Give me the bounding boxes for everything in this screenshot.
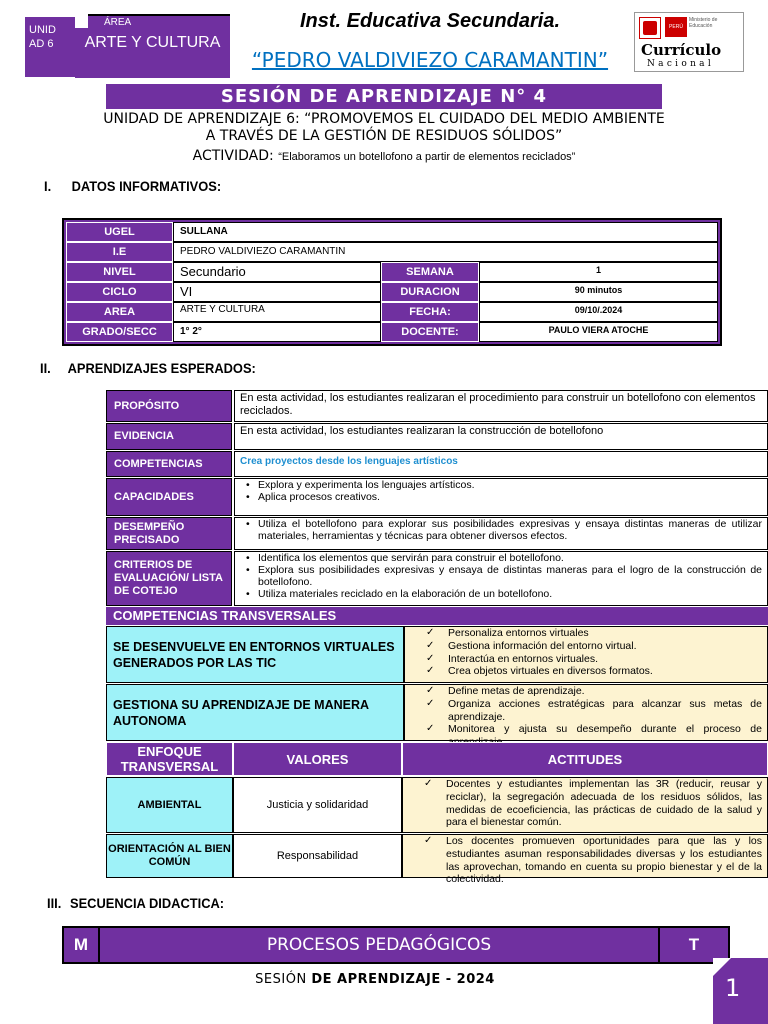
gestiona-cell xyxy=(404,684,768,741)
competencias-label: COMPETENCIAS xyxy=(106,451,232,477)
capacidades-list xyxy=(240,479,762,503)
duracion-value: 90 minutos xyxy=(479,282,718,302)
evidencia-text: En esta actividad, los estudiantes realizaran la construcción de botellofono xyxy=(234,423,768,450)
curriculo-label: Currículo xyxy=(641,41,722,59)
area-value: ARTE Y CULTURA xyxy=(173,302,381,322)
evidencia-label: EVIDENCIA xyxy=(106,423,232,450)
section-heading-datos: I. DATOS INFORMATIVOS: xyxy=(44,178,222,194)
list-item: ✓ Personaliza entornos virtuales xyxy=(410,627,762,640)
peru-label: PERÚ xyxy=(665,17,687,37)
gestiona-competence: GESTIONA SU APRENDIZAJE DE MANERA AUTONOMA xyxy=(106,684,404,741)
enfoque-ambiental: AMBIENTAL xyxy=(106,777,233,833)
ugel-label: UGEL xyxy=(66,222,173,242)
unit-title: UNIDAD DE APRENDIZAJE 6: “PROMOVEMOS EL CUIDADO DEL MEDIO AMBIENTE A TRAVÉS DE LA GESTIÓN DE RESIDUOS SÓLIDOS” xyxy=(103,111,665,144)
curriculo-nacional-logo xyxy=(634,12,744,72)
table-row xyxy=(66,302,718,322)
institution-title: Inst. Educativa Secundaria. xyxy=(299,10,561,32)
criterios-label: CRITERIOS DE EVALUACIÓN/ LISTA DE COTEJO xyxy=(106,551,232,606)
semana-label: SEMANA xyxy=(381,262,479,282)
actitudes-header: ACTITUDES xyxy=(402,742,768,776)
proposito-text: En esta actividad, los estudiantes realizaran el procedimiento para construir un botellofono con elementos reciclados. xyxy=(234,390,768,422)
docente-label: DOCENTE: xyxy=(381,322,479,342)
competencias-text: Crea proyectos desde los lenguajes artísticos xyxy=(234,451,768,477)
list-item: • Explora y experimenta los lenguajes artísticos. xyxy=(240,479,762,491)
semana-value: 1 xyxy=(479,262,718,282)
transversales-header: COMPETENCIAS TRANSVERSALES xyxy=(106,607,768,625)
list-item: ✓ Docentes y estudiantes implementan las 3R (reducir, reusar y reciclar), la segregación adecuada de los residuos sólidos, las medidas de ecoeficiencia, las prácticas de cuidado de la salud y para el bienestar común. xyxy=(408,778,762,829)
list-item: ✓ Los docentes promueven oportunidades para que las y los estudiantes asuman responsabilidades diversas y los estudiantes las aprovechan, tomando en cuenta su propio bienestar y el de la colectividad. xyxy=(408,835,762,886)
list-item: ✓ Define metas de aprendizaje. xyxy=(410,685,762,698)
ie-value: PEDRO VALDIVIEZO CARAMANTIN xyxy=(173,242,718,262)
capacidades-label: CAPACIDADES xyxy=(106,478,232,516)
criterios-cell xyxy=(234,551,768,606)
session-title: SESIÓN DE APRENDIZAJE N° 4 xyxy=(106,84,662,109)
table-row xyxy=(66,222,718,242)
criterios-list xyxy=(240,552,762,600)
nivel-value: Secundario xyxy=(173,262,381,282)
nacional-label: Nacional xyxy=(647,59,715,69)
list-item: • Explora sus posibilidades expresivas y ensaya de distintas maneras para el logro de la construcción de botellofono. xyxy=(240,564,762,588)
area-tab: ÁREA xyxy=(88,14,230,30)
list-item: • Utiliza el botellofono para explorar sus posibilidades expresivas y ensaya distintas maneras de utilizar materiales, herramientas y técnicas para obtener diversos efectos. xyxy=(240,518,762,542)
desempeno-list xyxy=(240,518,762,542)
table-row xyxy=(66,322,718,342)
list-item: ✓ Organiza acciones estratégicas para alcanzar sus metas de aprendizaje. xyxy=(410,698,762,724)
datos-informativos-table xyxy=(62,218,722,346)
proposito-label: PROPÓSITO xyxy=(106,390,232,422)
ie-label: I.E xyxy=(66,242,173,262)
activity-line xyxy=(100,148,668,164)
unidad-badge: UNID AD 6 xyxy=(25,17,75,77)
tic-list xyxy=(410,627,762,678)
list-item: ✓ Interactúa en entornos virtuales. xyxy=(410,653,762,666)
list-item: ✓ Crea objetos virtuales en diversos formatos. xyxy=(410,665,762,678)
shield-icon xyxy=(639,17,661,39)
activity-label: ACTIVIDAD: xyxy=(192,148,274,164)
ugel-value: SULLANA xyxy=(173,222,718,242)
list-item: ✓ Monitorea y ajusta su desempeño durante el proceso de xyxy=(410,723,762,749)
area-badge: ARTE Y CULTURA xyxy=(75,28,230,78)
enfoque-bien-comun: ORIENTACIÓN AL BIEN COMÚN xyxy=(106,834,233,878)
duracion-label: DURACION xyxy=(381,282,479,302)
ministry-label: Ministerio de Educación xyxy=(689,17,718,29)
desempeno-cell xyxy=(234,517,768,550)
page-number: 1 xyxy=(713,958,768,1024)
section-heading-secuencia: III. SECUENCIA DIDACTICA: xyxy=(47,895,225,911)
secuencia-table-header xyxy=(62,926,730,964)
area-label: AREA xyxy=(66,302,173,322)
list-item: • Aplica procesos creativos. xyxy=(240,491,762,503)
capacidades-cell xyxy=(234,478,768,516)
valor-ambiental: Justicia y solidaridad xyxy=(233,777,402,833)
valores-header: VALORES xyxy=(233,742,402,776)
activity-text: “Elaboramos un botellofono a partir de elementos reciclados” xyxy=(278,151,576,163)
fecha-label: FECHA: xyxy=(381,302,479,322)
t-header: T xyxy=(688,935,700,954)
footer-prefix: SESIÓN xyxy=(255,972,307,987)
fecha-value: 09/10/.2024 xyxy=(479,302,718,322)
ciclo-value: VI xyxy=(173,282,381,302)
actitud-ambiental-list xyxy=(408,778,762,829)
table-row xyxy=(66,242,718,262)
footer xyxy=(180,972,570,987)
list-item: ✓ Gestiona información del entorno virtual. xyxy=(410,640,762,653)
school-name: “PEDRO VALDIVIEZO CARAMANTIN” xyxy=(251,48,609,72)
enfoque-header: ENFOQUE TRANSVERSAL xyxy=(106,742,233,776)
docente-value: PAULO VIERA ATOCHE xyxy=(479,322,718,342)
m-header: M xyxy=(64,928,100,962)
valor-bien-comun: Responsabilidad xyxy=(233,834,402,878)
grado-label: GRADO/SECC xyxy=(66,322,173,342)
nivel-label: NIVEL xyxy=(66,262,173,282)
desempeno-label: DESEMPEÑO PRECISADO xyxy=(106,517,232,550)
section-heading-aprendizajes: II. APRENDIZAJES ESPERADOS: xyxy=(40,360,256,376)
table-row xyxy=(66,262,718,282)
actitud-ambiental-cell xyxy=(402,777,768,833)
list-item: • Utiliza materiales reciclado en la elaboración de un botellofono. xyxy=(240,588,762,600)
tic-competence: SE DESENVUELVE EN ENTORNOS VIRTUALES GENERADOS POR LAS TIC xyxy=(106,626,404,683)
tic-cell xyxy=(404,626,768,683)
actitud-bien-comun-list xyxy=(408,835,762,886)
actitud-bien-comun-cell xyxy=(402,834,768,886)
footer-bold: DE APRENDIZAJE - 2024 xyxy=(311,972,495,987)
list-item: • Identifica los elementos que servirán para construir el botellofono. xyxy=(240,552,762,564)
grado-value: 1° 2° xyxy=(173,322,381,342)
table-row xyxy=(66,282,718,302)
procesos-header: PROCESOS PEDAGÓGICOS xyxy=(100,928,660,962)
gestiona-list xyxy=(410,685,762,749)
ciclo-label: CICLO xyxy=(66,282,173,302)
